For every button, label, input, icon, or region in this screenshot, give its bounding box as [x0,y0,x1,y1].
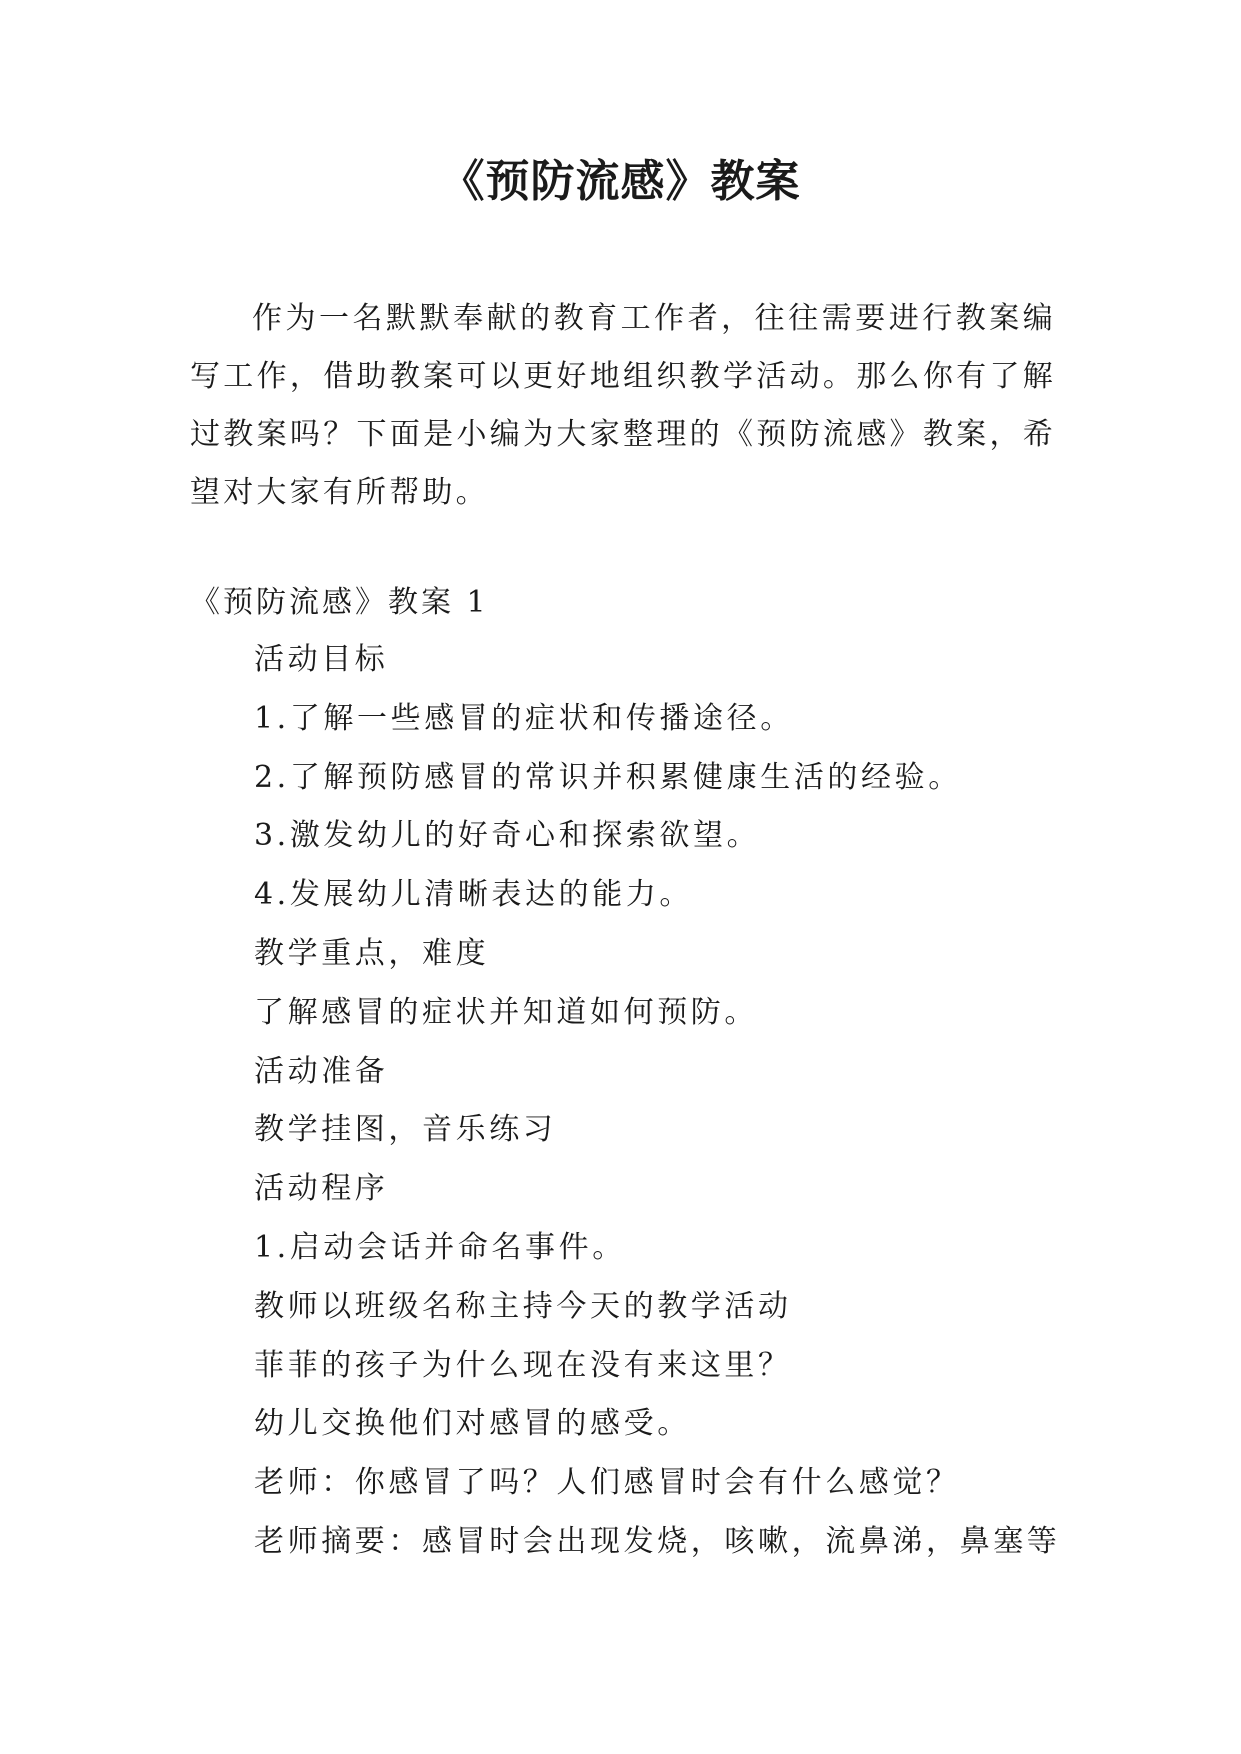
intro-paragraph: 作为一名默默奉献的教育工作者，往往需要进行教案编写工作，借助教案可以更好地组织教学活动。那么你有了解过教案吗？下面是小编为大家整理的《预防流感》教案，希望对大家有所帮助。 [190,301,1056,510]
text-line: 老师摘要：感冒时会出现发烧，咳嗽，流鼻涕，鼻塞等 [254,1523,1061,1559]
text-line: 老师：你感冒了吗？人们感冒时会有什么感觉？ [254,1465,960,1501]
lesson-plan-lines [254,638,1074,1579]
text-line: 了解感冒的症状并知道如何预防。 [254,994,758,1030]
text-line: 1.启动会话并命名事件。 [254,1229,626,1265]
text-line: 活动程序 [254,1171,389,1207]
text-line: 4.发展幼儿清晰表达的能力。 [254,877,694,913]
text-line: 教师以班级名称主持今天的教学活动 [254,1288,792,1324]
text-line: 幼儿交换他们对感冒的感受。 [254,1406,691,1442]
text-line: 3.激发幼儿的好奇心和探索欲望。 [254,818,761,854]
text-line: 菲菲的孩子为什么现在没有来这里？ [254,1347,792,1383]
text-line: 教学挂图，音乐练习 [254,1112,557,1148]
document-title: 《预防流感》教案 [440,156,801,207]
text-line: 2.了解预防感冒的常识并积累健康生活的经验。 [254,759,962,795]
text-line: 活动准备 [254,1053,389,1089]
section-heading: 《预防流感》教案 1 [190,585,489,620]
text-line: 教学重点，难度 [254,935,490,971]
text-line: 1.了解一些感冒的症状和传播途径。 [254,700,794,736]
text-line: 活动目标 [254,642,389,677]
